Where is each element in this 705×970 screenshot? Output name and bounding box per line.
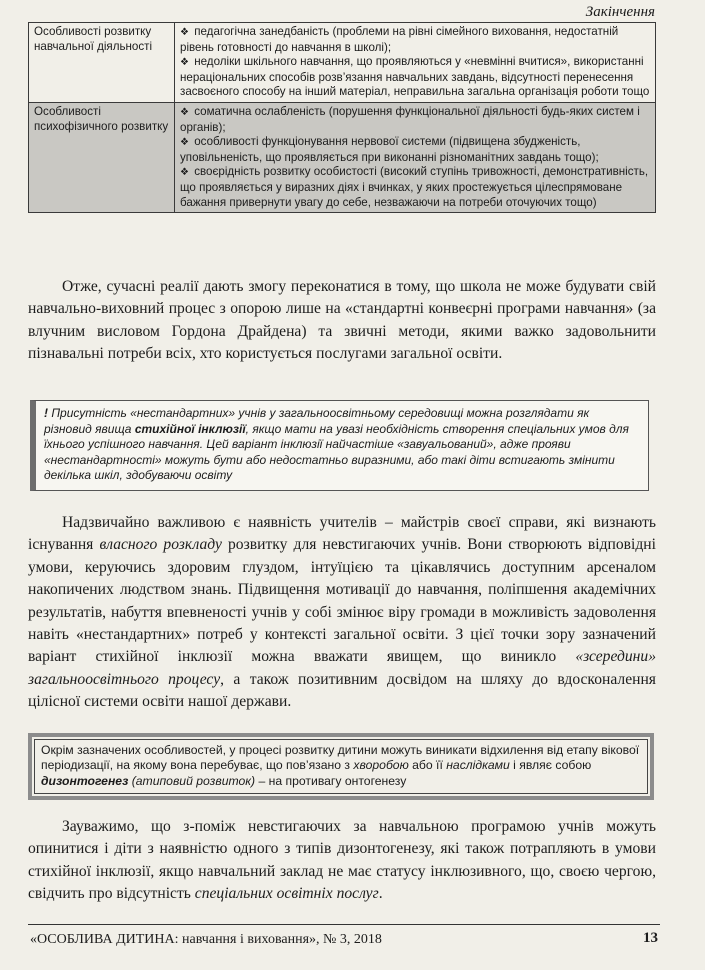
table-row-label: Особливості розвитку навчальної діяльності	[29, 23, 175, 103]
list-item-text: педагогічна занедбаність (проблеми на рівні сімейного виховання, недостатній рівень готовності до навчання в школі);	[180, 25, 619, 54]
emphasis: хворобою	[353, 758, 409, 773]
note-term: стихійної інклюзії	[134, 421, 246, 436]
emphasis: наслідками	[446, 758, 510, 773]
bullet-icon: ❖	[180, 137, 189, 149]
box-text: Окрім зазначених особливостей, у процесі розвитку дитини можуть виникати відхилення від етапу вікової періодизації, на якому вона перебуває, що пов’язано з	[41, 743, 640, 773]
table-row-content	[175, 102, 656, 212]
bullet-icon: ❖	[180, 106, 189, 118]
list-item	[180, 135, 651, 165]
list-item	[180, 105, 651, 135]
paragraph-text: Надзвичайно важливою є наявність учителів – майстрів своєї справи, які визнають існування	[28, 514, 656, 554]
table-row-content	[175, 23, 656, 103]
note-text: , якщо мати на увазі необхідність створення спеціальних умов для їхнього успішного навчання. Цей варіант інклюзії найчастіше «завуальований», адже прояви «нестандартності» можуть бути або недостатньо виразними, або такі діти встигають змінити декілька шкіл, здобуваючи освіту	[44, 421, 629, 483]
paragraph-text: розвитку для невстигаючих учнів. Вони створюють відповідні умови, керуючись здоровим глуздом, інтуїцією та цікавлячись доступним арсеналом накопичених людством знань. Підвищення мотивації до навчання, поліпшення академічних результатів, набуття впевненості учнів у собі змінює віру громади в можливість задоволення навіть «нестандартних» потреб у контексті загальної освіти. З цієї точки зору зазначений варіант стихійної інклюзії можна вважати явищем, що виникло	[28, 536, 656, 666]
note-box	[30, 400, 649, 491]
list-item-text: соматична ослабленість (порушення функціональної діяльності будь-яких систем і органів);	[180, 104, 640, 134]
list-item	[180, 165, 651, 210]
features-table	[28, 22, 656, 213]
footer-divider	[28, 924, 660, 925]
emphasis: «зсередини» загальноосвітнього процесу	[28, 648, 656, 688]
bullet-icon: ❖	[180, 167, 189, 179]
table-row	[29, 102, 656, 212]
continuation-label: Закінчення	[585, 4, 655, 20]
paragraph-text: .	[378, 885, 383, 903]
table-row	[29, 23, 656, 103]
list-item-text: недоліки шкільного навчання, що проявляються у «невмінні вчитися», використанні нераціональних способів розв’язання навчальних завдань, відсутності перенесення засвоєного способу на інший матеріал, неправильна загальна організація роботи тощо	[180, 55, 650, 99]
definition-box	[28, 733, 654, 800]
list-item	[180, 25, 651, 55]
emphasis: власного розкладу	[99, 536, 222, 554]
list-item	[180, 55, 651, 100]
paragraph-text: Зауважимо, що з-поміж невстигаючих за навчальною програмою учнів можуть опинитися і діти з наявністю одного з типів дизонтогенезу, які також потрапляють в умови стихійної інклюзії, якщо навчальний заклад не має статусу інклюзивного, що, своєю чергою, свідчить про відсутність	[28, 818, 656, 903]
exclamation-icon: !	[44, 406, 48, 420]
paragraph	[28, 816, 656, 906]
box-text: або її	[408, 758, 447, 773]
definition-box-inner	[34, 739, 648, 794]
emphasis: (атиповий розвиток)	[128, 773, 256, 788]
emphasis: спеціальних освітніх послуг	[194, 885, 379, 903]
paragraph	[28, 512, 656, 714]
note-text: Присутність «нестандартних» учнів у загальноосвітньому середовищі можна розглядати як різновид явища	[44, 406, 590, 436]
paragraph-text: Отже, сучасні реалії дають змогу переконатися в тому, що школа не може будувати свій навчально-виховний процес з опорою лише на «стандартні конвеєрні програми навчання» (за влучним висловом Гордона Драйдена) та звичні методи, якими важко задовольнити пізнавальні потреби всіх, хто користується послугами загальної освіти.	[28, 278, 656, 363]
journal-title: «ОСОБЛИВА ДИТИНА: навчання і виховання», № 3, 2018	[30, 932, 382, 947]
list-item-text: своєрідність розвитку особистості (високий ступінь тривожності, демонстративність, що проявляється у виразних діях і вчинках, у яких простежується цілеспрямоване бажання привернути увагу до себе, незважаючи на потреби оточуючих тощо)	[180, 165, 649, 209]
bullet-icon: ❖	[180, 57, 189, 69]
box-term: дизонтогенез	[41, 773, 129, 788]
table-row-label: Особливості психофізичного розвитку	[29, 102, 175, 212]
paragraph	[28, 276, 656, 366]
page-number: 13	[643, 930, 658, 946]
list-item-text: особливості функціонування нервової системи (підвищена збудженість, уповільненість, що проявляється при виконанні різноманітних завдань тощо);	[180, 135, 599, 164]
box-text: і являє собою	[509, 758, 592, 773]
paragraph-text: , а також позитивним досвідом на шляху до вдосконалення цілісної системи освіти нашої держави.	[28, 670, 656, 711]
bullet-icon: ❖	[180, 27, 189, 38]
box-text: – на противагу онтогенезу	[255, 773, 407, 788]
